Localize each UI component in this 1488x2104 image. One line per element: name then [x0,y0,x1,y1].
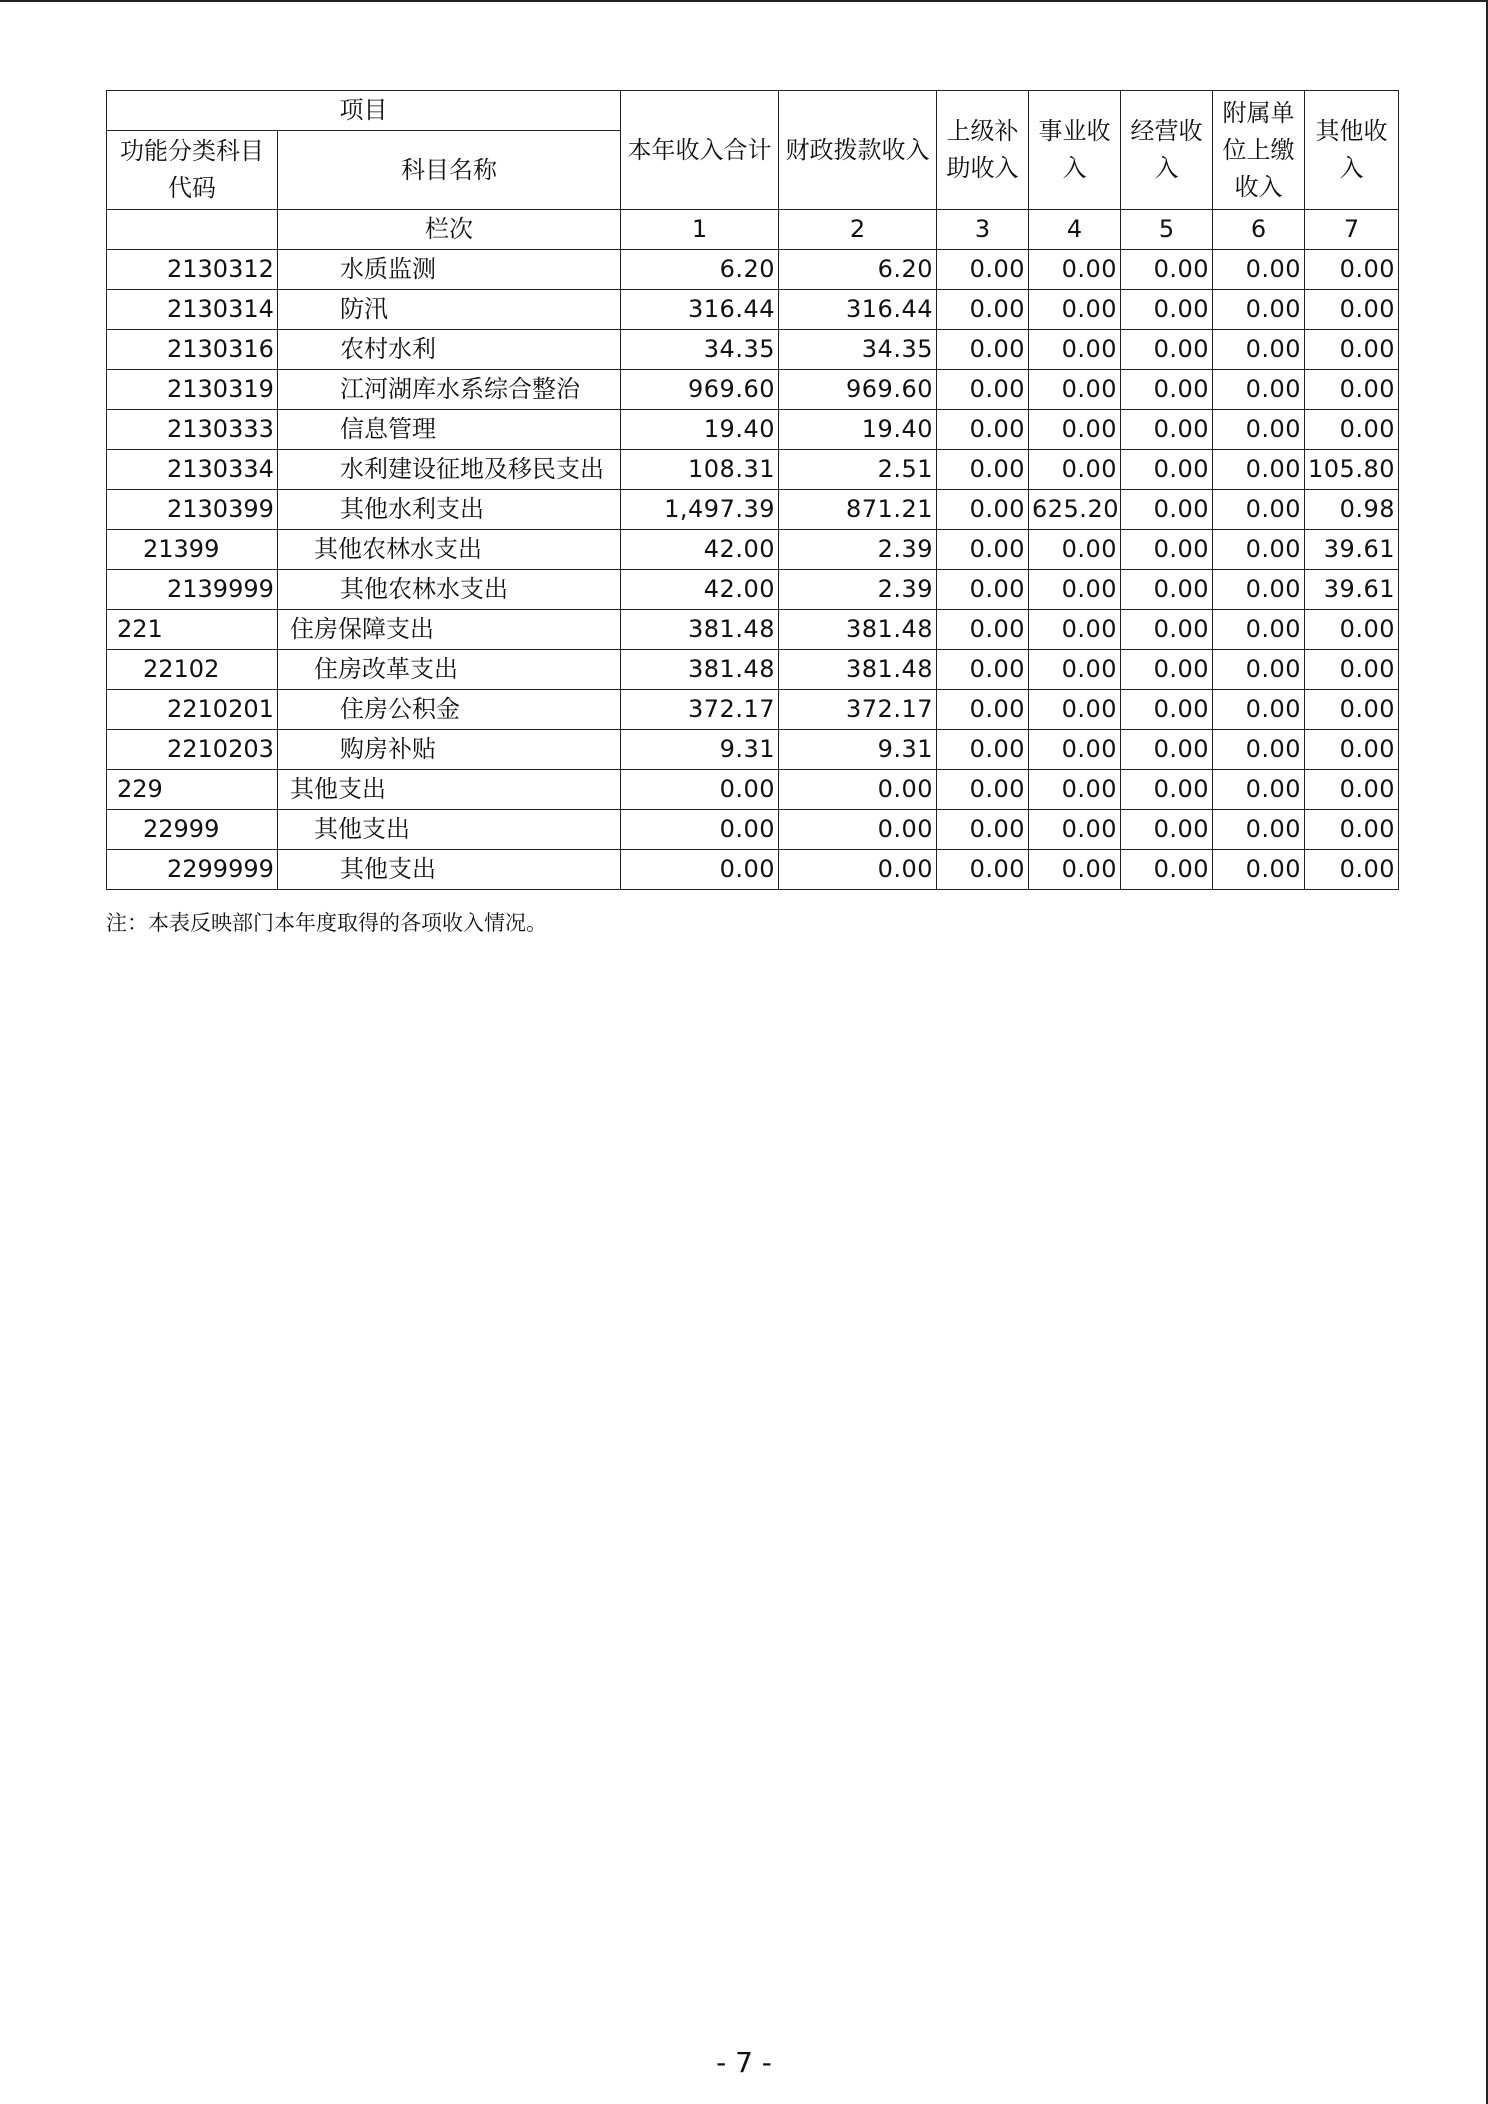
table-row [107,650,1399,690]
col-num-6: 6 [1213,210,1305,250]
row-value-col-7: 0.00 [1305,810,1399,850]
row-value-col-4: 0.00 [1029,530,1121,570]
row-name: 其他农林水支出 [278,530,621,570]
table-row [107,250,1399,290]
table-body [107,250,1399,890]
col-num-5: 5 [1121,210,1213,250]
row-value-col-7: 0.00 [1305,610,1399,650]
row-value-col-6: 0.00 [1213,730,1305,770]
row-value-col-5: 0.00 [1121,650,1213,690]
row-value-col-1: 381.48 [621,610,779,650]
row-value-col-1: 6.20 [621,250,779,290]
row-value-col-7: 105.80 [1305,450,1399,490]
table-row [107,570,1399,610]
row-value-col-2: 0.00 [779,810,937,850]
row-name: 住房改革支出 [278,650,621,690]
row-value-col-6: 0.00 [1213,250,1305,290]
row-value-col-4: 0.00 [1029,570,1121,610]
header-code: 功能分类科目代码 [107,131,278,210]
table-note: 注：本表反映部门本年度取得的各项收入情况。 [106,911,547,935]
row-value-col-7: 0.00 [1305,650,1399,690]
row-name: 住房公积金 [278,690,621,730]
row-value-col-2: 969.60 [779,370,937,410]
row-value-col-6: 0.00 [1213,530,1305,570]
header-col-2: 财政拨款收入 [779,91,937,210]
row-value-col-1: 19.40 [621,410,779,450]
header-xiangmu: 项目 [107,91,621,131]
row-code: 2210203 [107,730,278,770]
row-name: 农村水利 [278,330,621,370]
row-value-col-1: 0.00 [621,770,779,810]
row-value-col-5: 0.00 [1121,730,1213,770]
row-value-col-3: 0.00 [937,610,1029,650]
row-value-col-3: 0.00 [937,410,1029,450]
row-value-col-1: 42.00 [621,570,779,610]
row-code: 229 [107,770,278,810]
row-value-col-6: 0.00 [1213,690,1305,730]
row-value-col-3: 0.00 [937,650,1029,690]
row-value-col-6: 0.00 [1213,490,1305,530]
row-code: 2130316 [107,330,278,370]
row-value-col-2: 9.31 [779,730,937,770]
header-col-7: 其他收入 [1305,91,1399,210]
row-value-col-1: 108.31 [621,450,779,490]
table-row [107,730,1399,770]
row-value-col-2: 19.40 [779,410,937,450]
row-value-col-2: 2.39 [779,530,937,570]
row-value-col-4: 625.20 [1029,490,1121,530]
income-table [106,90,1399,890]
header-col-3: 上级补助收入 [937,91,1029,210]
row-value-col-4: 0.00 [1029,850,1121,890]
row-code: 2130333 [107,410,278,450]
row-name: 其他支出 [278,770,621,810]
row-value-col-3: 0.00 [937,250,1029,290]
header-col-6: 附属单位上缴收入 [1213,91,1305,210]
table-row [107,610,1399,650]
row-value-col-5: 0.00 [1121,570,1213,610]
col-num-2: 2 [779,210,937,250]
table-row [107,690,1399,730]
row-value-col-1: 969.60 [621,370,779,410]
table-row [107,450,1399,490]
table-row [107,290,1399,330]
row-name: 信息管理 [278,410,621,450]
row-value-col-1: 42.00 [621,530,779,570]
row-value-col-6: 0.00 [1213,330,1305,370]
row-value-col-2: 34.35 [779,330,937,370]
row-value-col-1: 381.48 [621,650,779,690]
col-num-3: 3 [937,210,1029,250]
page-top-border [0,0,1488,2]
row-value-col-4: 0.00 [1029,770,1121,810]
row-value-col-4: 0.00 [1029,410,1121,450]
row-value-col-7: 0.00 [1305,690,1399,730]
row-value-col-1: 0.00 [621,850,779,890]
row-value-col-7: 0.00 [1305,370,1399,410]
row-value-col-1: 34.35 [621,330,779,370]
row-value-col-6: 0.00 [1213,370,1305,410]
row-value-col-3: 0.00 [937,810,1029,850]
row-value-col-4: 0.00 [1029,370,1121,410]
row-value-col-7: 39.61 [1305,570,1399,610]
row-code: 2130314 [107,290,278,330]
row-value-col-6: 0.00 [1213,610,1305,650]
row-value-col-5: 0.00 [1121,250,1213,290]
row-value-col-3: 0.00 [937,530,1029,570]
header-lanci: 栏次 [278,210,621,250]
row-value-col-4: 0.00 [1029,330,1121,370]
row-value-col-5: 0.00 [1121,290,1213,330]
row-value-col-7: 0.00 [1305,330,1399,370]
row-code: 2130319 [107,370,278,410]
row-value-col-6: 0.00 [1213,570,1305,610]
row-code: 2210201 [107,690,278,730]
table-row [107,810,1399,850]
row-value-col-3: 0.00 [937,730,1029,770]
row-value-col-4: 0.00 [1029,610,1121,650]
row-value-col-6: 0.00 [1213,410,1305,450]
row-value-col-5: 0.00 [1121,850,1213,890]
row-value-col-4: 0.00 [1029,250,1121,290]
row-value-col-4: 0.00 [1029,730,1121,770]
row-value-col-7: 0.00 [1305,250,1399,290]
table-row [107,410,1399,450]
row-name: 其他支出 [278,850,621,890]
header-col-4: 事业收入 [1029,91,1121,210]
row-value-col-5: 0.00 [1121,410,1213,450]
row-value-col-6: 0.00 [1213,290,1305,330]
row-value-col-7: 0.00 [1305,410,1399,450]
row-value-col-5: 0.00 [1121,810,1213,850]
table-row [107,330,1399,370]
row-value-col-1: 1,497.39 [621,490,779,530]
row-value-col-5: 0.00 [1121,530,1213,570]
row-value-col-2: 0.00 [779,770,937,810]
table-row [107,490,1399,530]
page-number: - 7 - [716,2046,772,2079]
row-value-col-4: 0.00 [1029,810,1121,850]
row-name: 江河湖库水系综合整治 [278,370,621,410]
row-value-col-1: 316.44 [621,290,779,330]
col-num-7: 7 [1305,210,1399,250]
row-code: 22999 [107,810,278,850]
row-value-col-6: 0.00 [1213,650,1305,690]
row-value-col-6: 0.00 [1213,770,1305,810]
header-col-1: 本年收入合计 [621,91,779,210]
row-code: 21399 [107,530,278,570]
row-value-col-2: 6.20 [779,250,937,290]
header-name: 科目名称 [278,131,621,210]
row-value-col-2: 0.00 [779,850,937,890]
row-code: 2130334 [107,450,278,490]
row-value-col-7: 0.00 [1305,730,1399,770]
row-value-col-5: 0.00 [1121,610,1213,650]
row-name: 其他农林水支出 [278,570,621,610]
row-value-col-3: 0.00 [937,450,1029,490]
row-code: 2139999 [107,570,278,610]
row-value-col-7: 0.00 [1305,290,1399,330]
row-value-col-3: 0.00 [937,330,1029,370]
row-value-col-7: 0.98 [1305,490,1399,530]
row-value-col-5: 0.00 [1121,690,1213,730]
row-value-col-5: 0.00 [1121,330,1213,370]
row-value-col-5: 0.00 [1121,770,1213,810]
table-row [107,770,1399,810]
row-code: 2130312 [107,250,278,290]
row-value-col-3: 0.00 [937,770,1029,810]
row-code: 22102 [107,650,278,690]
row-value-col-3: 0.00 [937,370,1029,410]
row-value-col-2: 2.51 [779,450,937,490]
row-code: 221 [107,610,278,650]
row-value-col-7: 39.61 [1305,530,1399,570]
header-col-5: 经营收入 [1121,91,1213,210]
row-value-col-2: 381.48 [779,650,937,690]
row-name: 水质监测 [278,250,621,290]
row-value-col-4: 0.00 [1029,290,1121,330]
row-code: 2299999 [107,850,278,890]
row-value-col-1: 0.00 [621,810,779,850]
row-name: 防汛 [278,290,621,330]
row-value-col-7: 0.00 [1305,770,1399,810]
row-value-col-7: 0.00 [1305,850,1399,890]
row-value-col-6: 0.00 [1213,810,1305,850]
row-code: 2130399 [107,490,278,530]
row-value-col-5: 0.00 [1121,450,1213,490]
row-value-col-2: 381.48 [779,610,937,650]
row-value-col-5: 0.00 [1121,370,1213,410]
table-row [107,530,1399,570]
row-value-col-1: 372.17 [621,690,779,730]
row-value-col-3: 0.00 [937,690,1029,730]
col-num-4: 4 [1029,210,1121,250]
row-name: 其他支出 [278,810,621,850]
row-name: 其他水利支出 [278,490,621,530]
row-value-col-6: 0.00 [1213,450,1305,490]
table-row [107,370,1399,410]
row-value-col-4: 0.00 [1029,690,1121,730]
row-value-col-4: 0.00 [1029,450,1121,490]
row-value-col-1: 9.31 [621,730,779,770]
table-row [107,850,1399,890]
header-lanci-blank [107,210,278,250]
row-value-col-4: 0.00 [1029,650,1121,690]
row-value-col-3: 0.00 [937,570,1029,610]
row-value-col-2: 372.17 [779,690,937,730]
row-value-col-2: 316.44 [779,290,937,330]
row-value-col-3: 0.00 [937,850,1029,890]
row-name: 购房补贴 [278,730,621,770]
row-value-col-3: 0.00 [937,490,1029,530]
col-num-1: 1 [621,210,779,250]
row-name: 住房保障支出 [278,610,621,650]
row-name: 水利建设征地及移民支出 [278,450,621,490]
row-value-col-2: 2.39 [779,570,937,610]
row-value-col-3: 0.00 [937,290,1029,330]
row-value-col-5: 0.00 [1121,490,1213,530]
row-value-col-2: 871.21 [779,490,937,530]
row-value-col-6: 0.00 [1213,850,1305,890]
